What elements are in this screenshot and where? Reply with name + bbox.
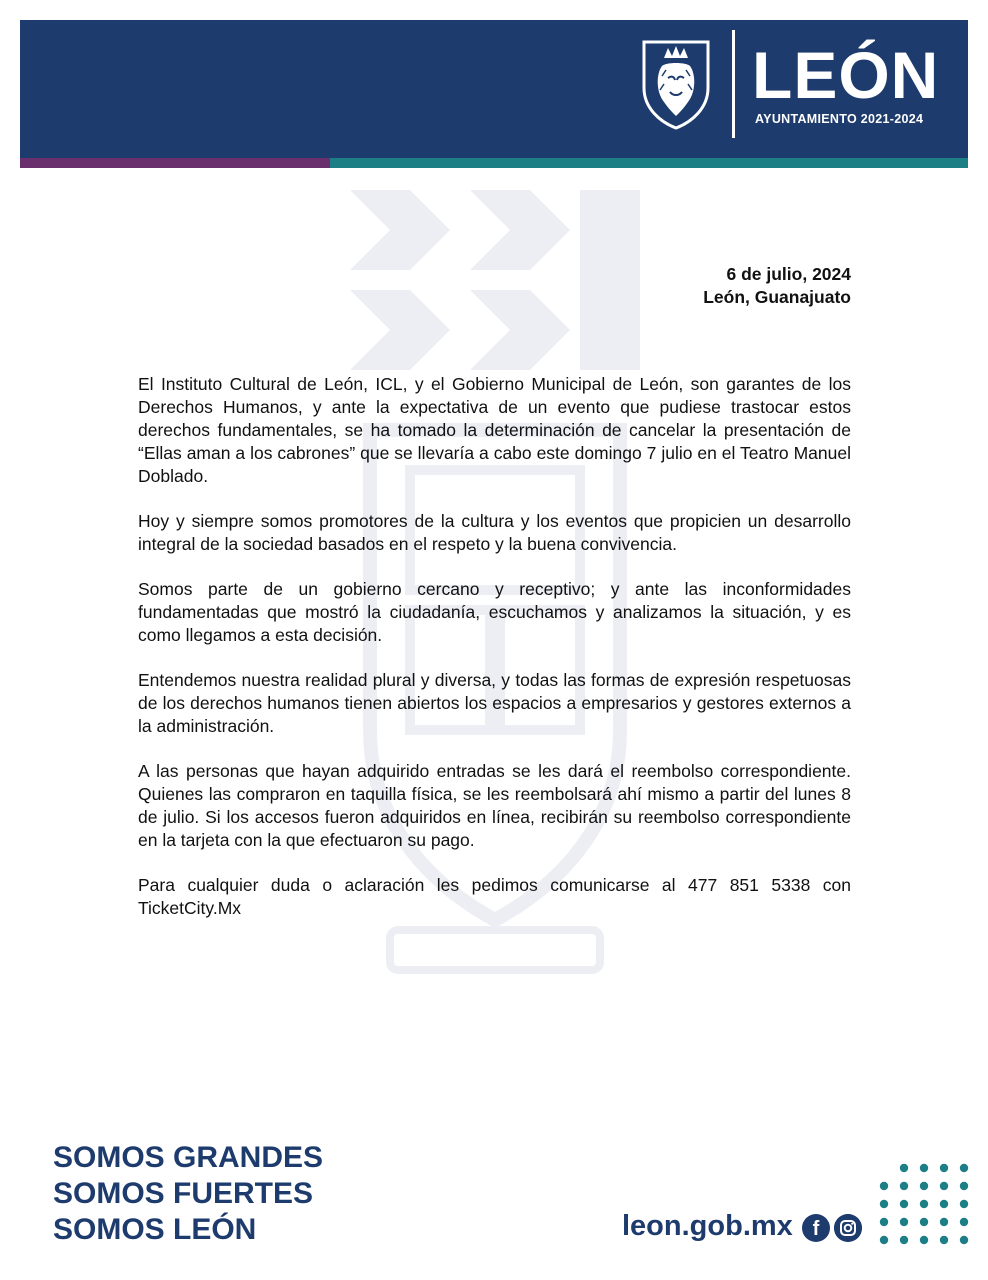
dot (920, 1200, 928, 1208)
paragraph: Para cualquier duda o aclaración les pedimos comunicarse al 477 851 5338 con TicketCity.Mx (138, 875, 851, 918)
shield-lion-crest-icon (640, 36, 712, 130)
dot (920, 1218, 928, 1226)
letter-place: León, Guanajuato (703, 287, 851, 307)
dot (940, 1236, 948, 1244)
dot (940, 1200, 948, 1208)
dot (960, 1236, 968, 1244)
dot (900, 1182, 908, 1190)
letter-date: 6 de julio, 2024 (726, 264, 851, 284)
dot (920, 1182, 928, 1190)
slogan-line: SOMOS FUERTES (53, 1177, 314, 1210)
dot (880, 1200, 888, 1208)
footer-slogan (53, 1140, 323, 1248)
header-stripe-purple (20, 158, 330, 168)
dot (940, 1164, 948, 1172)
letter-body (138, 373, 851, 942)
paragraph: Hoy y siempre somos promotores de la cultura y los eventos que propicien un desarrollo integral de la sociedad basados en el respeto y la buena convivencia. (138, 511, 851, 554)
dot (900, 1218, 908, 1226)
paragraph: Somos parte de un gobierno cercano y receptivo; y ante las inconformidades fundamentadas que mostró la ciudadanía, escuchamos y analizamos la situación, y es como llegamos a esta decisión. (138, 579, 851, 645)
dot (960, 1200, 968, 1208)
dot (880, 1236, 888, 1244)
paragraph: El Instituto Cultural de León, ICL, y el Gobierno Municipal de León, son garantes de los Derechos Humanos, y ante la expectativa de un evento que pudiese trastocar estos derechos fundamentales, se ha tomado la determinación de cancelar la presentación de “Ellas aman a los cabrones” que se llevaría a cabo este domingo 7 julio en el Teatro Manuel Doblado. (138, 374, 851, 486)
brand-name: LEÓN (752, 38, 940, 112)
dot (880, 1218, 888, 1226)
dot (940, 1182, 948, 1190)
dot (960, 1164, 968, 1172)
dot (900, 1164, 908, 1172)
header-stripe-teal (330, 158, 968, 168)
dot (920, 1164, 928, 1172)
instagram-icon[interactable] (834, 1214, 862, 1242)
dot-grid-icon (876, 1160, 976, 1250)
paragraph: Entendemos nuestra realidad plural y diversa, y todas las formas de expresión respetuosas de los derechos humanos tienen abiertos los espacios a empresarios y gestores externos a la administración. (138, 670, 851, 736)
brand-subtitle: AYUNTAMIENTO 2021-2024 (755, 112, 924, 126)
header-divider (732, 30, 735, 138)
dot (960, 1218, 968, 1226)
dot (960, 1182, 968, 1190)
slogan-line: SOMOS LEÓN (53, 1213, 257, 1246)
dot (940, 1218, 948, 1226)
dot (880, 1182, 888, 1190)
dot (900, 1236, 908, 1244)
dot (920, 1236, 928, 1244)
date-place-block (703, 263, 851, 309)
slogan-line: SOMOS GRANDES (53, 1141, 324, 1174)
paragraph: A las personas que hayan adquirido entradas se les dará el reembolso correspondiente. Quienes las compraron en taquilla física, se les reembolsará ahí mismo a partir del lunes 8 de julio. Si los accesos fueron adquiridos en línea, recibirán su reembolso correspondiente en la tarjeta con la que efectuaron su pago. (138, 761, 851, 850)
dot (900, 1200, 908, 1208)
site-url-link[interactable]: leon.gob.mx (622, 1210, 793, 1242)
facebook-icon[interactable]: f (802, 1214, 830, 1242)
